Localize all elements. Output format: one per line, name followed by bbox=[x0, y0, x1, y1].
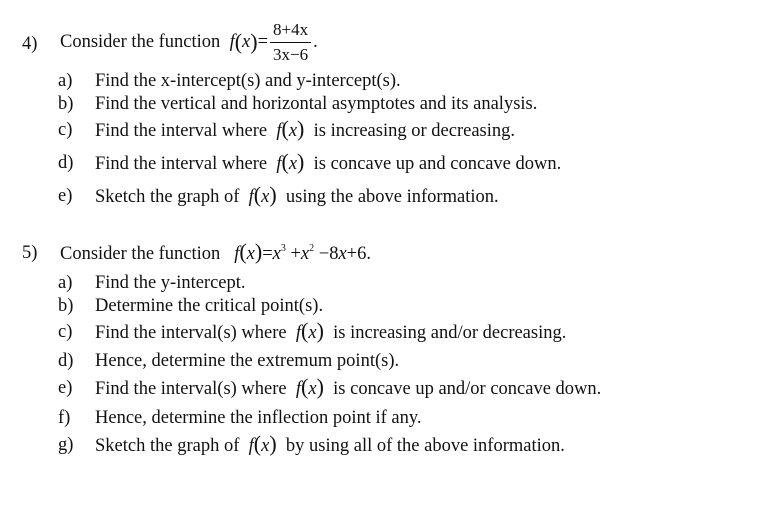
equals-sign: = bbox=[257, 31, 269, 52]
q4-item-b-text: Find the vertical and horizontal asymptotes and its analysis. bbox=[95, 94, 538, 114]
q4-item-a-label: a) bbox=[58, 71, 73, 91]
q4-item-a-text: Find the x-intercept(s) and y-intercept(s). bbox=[95, 71, 401, 91]
q5-item-d-text: Hence, determine the extremum point(s). bbox=[95, 351, 400, 371]
question-5-number: 5) bbox=[22, 243, 38, 263]
q5-item-c-label: c) bbox=[58, 322, 73, 342]
question-4-intro: Consider the function bbox=[60, 31, 221, 52]
q5-item-f-text: Hence, determine the inflection point if any. bbox=[95, 408, 422, 428]
question-5-intro: Consider the function bbox=[60, 244, 221, 264]
q5-item-b-label: b) bbox=[58, 296, 74, 316]
fraction-numerator: 8+4x bbox=[270, 20, 311, 43]
q5-item-e-text: Find the interval(s) where f(x) is concave up and/or concave down. bbox=[95, 374, 602, 399]
function-name: f bbox=[229, 31, 235, 52]
q4-item-e-text: Sketch the graph of f(x) using the above information. bbox=[95, 182, 499, 207]
q5-item-a-label: a) bbox=[58, 273, 73, 293]
q4-item-d-label: d) bbox=[58, 153, 74, 173]
q4-item-c-text: Find the interval where f(x) is increasing or decreasing. bbox=[95, 116, 515, 141]
q5-item-d-label: d) bbox=[58, 351, 74, 371]
fraction-denominator: 3x−6 bbox=[273, 44, 309, 64]
question-4-number: 4) bbox=[22, 34, 38, 54]
q5-item-a-text: Find the y-intercept. bbox=[95, 273, 246, 293]
period: . bbox=[313, 31, 318, 52]
q5-item-e-label: e) bbox=[58, 378, 73, 398]
q4-item-e-label: e) bbox=[58, 186, 73, 206]
q5-item-f-label: f) bbox=[58, 408, 71, 428]
q4-item-d-text: Find the interval where f(x) is concave up and concave down. bbox=[95, 149, 562, 174]
q4-item-c-label: c) bbox=[58, 120, 73, 140]
q5-item-b-text: Determine the critical point(s). bbox=[95, 296, 324, 316]
q5-item-c-text: Find the interval(s) where f(x) is increasing and/or decreasing. bbox=[95, 318, 567, 343]
q5-item-g-label: g) bbox=[58, 435, 74, 455]
question-5-statement: Consider the function $f(x)=x^3 +x^2 -8x+6$. bbox=[60, 239, 371, 264]
question-4-statement: Consider the function f ( x ) = $\frac{8+4x}{3x-6}$ . bbox=[60, 19, 318, 64]
q4-item-b-label: b) bbox=[58, 94, 74, 114]
function-variable: x bbox=[242, 31, 251, 52]
rational-fraction bbox=[270, 20, 311, 64]
q5-item-g-text: Sketch the graph of f(x) by using all of the above information. bbox=[95, 431, 565, 456]
